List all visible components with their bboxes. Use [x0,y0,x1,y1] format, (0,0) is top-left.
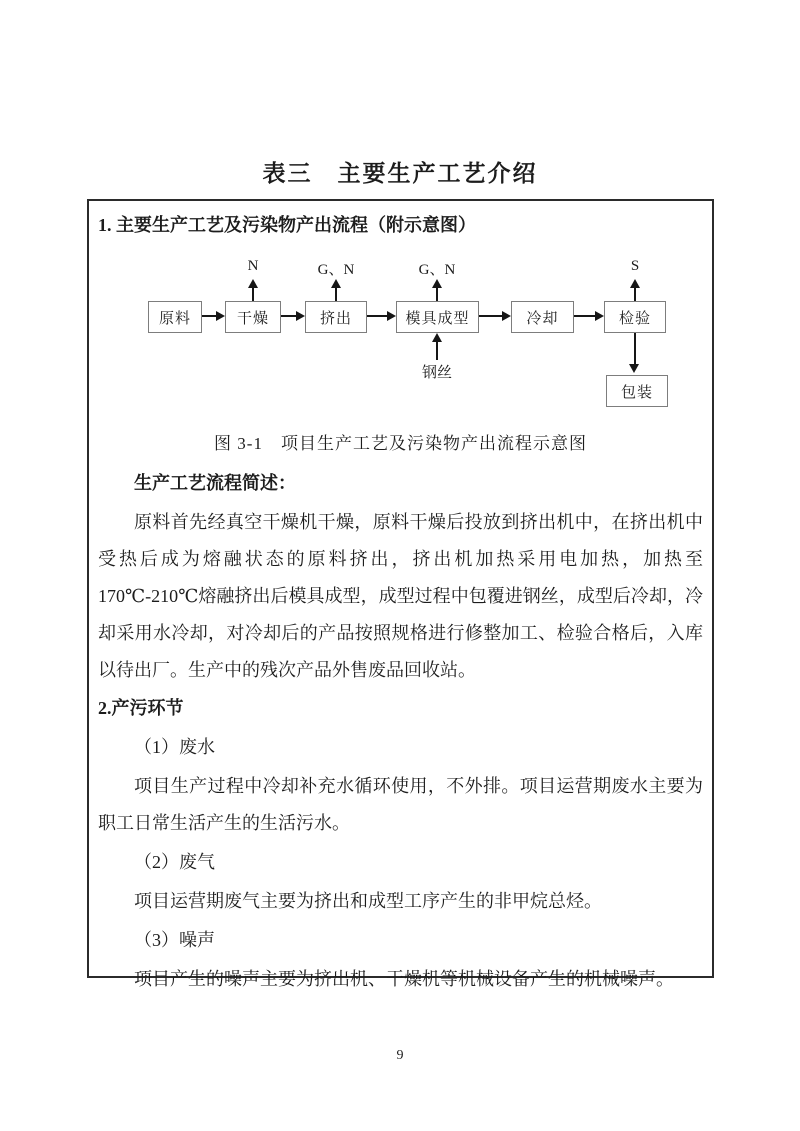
pollution-item-label-wastewater: （1）废水 [134,737,215,757]
emission-label-drying: N [247,258,259,274]
section2-heading: 2.产污环节 [98,698,184,718]
arrow-icon-extrusion-to-forming [387,311,396,321]
pollution-item-text-noise: 项目产生的噪声主要为挤出机、干燥机等机械设备产生的机械噪声。 [134,969,674,989]
flow-box-inspection: 检验 [604,301,666,333]
flow-box-raw-material: 原料 [148,301,202,333]
wire-input-label: 钢丝 [421,365,453,381]
emission-label-extrusion: G、N [317,262,355,278]
up-arrow-icon-extrusion [331,279,341,288]
page-number: 9 [396,1048,404,1063]
arrow-line-extrusion-to-forming [367,315,389,317]
process-brief-heading: 生产工艺流程简述： [134,473,296,493]
flow-box-packaging: 包装 [606,375,668,407]
up-arrow-icon-drying [248,279,258,288]
emission-label-inspection: S [630,258,640,274]
flow-box-drying: 干燥 [225,301,281,333]
arrow-icon-cooling-to-inspection [595,311,604,321]
content-border-box [87,199,714,989]
up-arrow-line-drying [252,287,254,301]
pollution-item-label-noise: （3）噪声 [134,930,215,950]
arrow-line-cooling-to-inspection [574,315,597,317]
arrow-line-forming-to-cooling [479,315,504,317]
up-arrow-line-wire [436,341,438,360]
figure-caption: 图 3-1 项目生产工艺及污染物产出流程示意图 [214,434,587,453]
down-arrow-icon-packaging [629,364,639,373]
flow-box-mold-forming: 模具成型 [396,301,479,333]
down-arrow-line-packaging [634,333,636,365]
page-title: 表三 主要生产工艺介绍 [262,161,538,187]
pollution-item-text-wastewater: 项目生产过程中冷却补充水循环使用，不外排。项目运营期废水主要为职工日常生活产生的生活污水。 [98,776,703,833]
flow-box-cooling: 冷却 [511,301,574,333]
up-arrow-icon-forming [432,279,442,288]
up-arrow-icon-inspection [630,279,640,288]
pollution-item-label-exhaust: （2）废气 [134,852,215,872]
process-flow-diagram [98,258,703,408]
arrow-icon-forming-to-cooling [502,311,511,321]
process-description-paragraph: 原料首先经真空干燥机干燥，原料干燥后投放到挤出机中，在挤出机中受热后成为熔融状态的原料挤出，挤出机加热采用电加热，加热至 170℃-210℃熔融挤出后模具成型，成型过程中包覆进钢丝，成型后冷却，冷却采用水冷却，对冷却后的产品按照规格进行修整加工、检验合格后，入库以待出厂。生产中的残次产品外售废品回收站。 [98,512,703,680]
pollution-item-text-exhaust: 项目运营期废气主要为挤出和成型工序产生的非甲烷总烃。 [134,891,602,911]
section1-heading: 1. 主要生产工艺及污染物产出流程（附示意图） [98,215,476,235]
emission-label-forming: G、N [418,262,456,278]
up-arrow-line-forming [436,287,438,301]
arrow-icon-raw-to-drying [216,311,225,321]
arrow-icon-drying-to-extrusion [296,311,305,321]
up-arrow-line-extrusion [335,287,337,301]
flow-box-extrusion: 挤出 [305,301,367,333]
up-arrow-line-inspection [634,287,636,301]
